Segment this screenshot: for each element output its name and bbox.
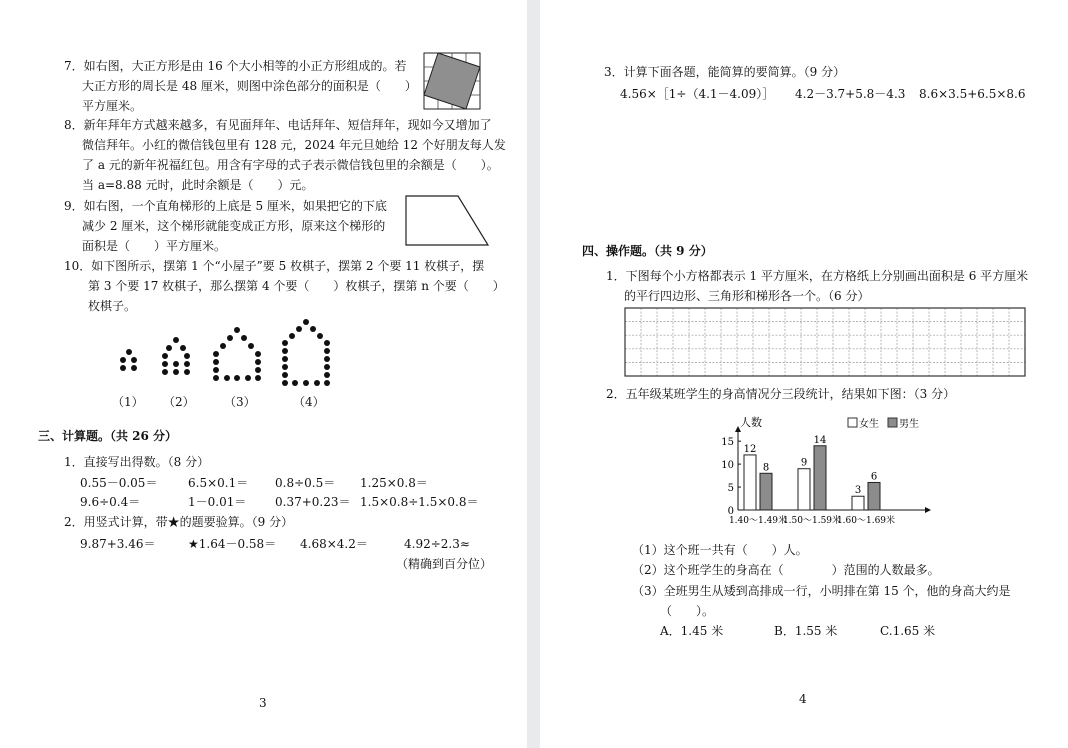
q8-line2: 微信拜年。小红的微信钱包里有 128 元，2024 年元旦她给 12 个好朋友每人发 xyxy=(82,138,506,152)
section4-title: 四、操作题。（共 9 分） xyxy=(582,244,713,258)
q10-line1: 10．如下图所示，摆第 1 个“小屋子”要 5 枚棋子，摆第 2 个要 11 枚棋子，摆 xyxy=(64,259,485,273)
graph-paper-grid[interactable] xyxy=(624,307,1028,379)
q7-line1: 7．如右图，大正方形是由 16 个大小相等的小正方形组成的。若 xyxy=(64,59,407,73)
house-2 xyxy=(162,337,190,375)
chart-legend xyxy=(848,417,919,430)
q1-r2-c4: 1.5×0.8÷1.5×0.8＝ xyxy=(360,495,479,509)
category-label: 1.60～1.69米 xyxy=(836,516,896,526)
house-1 xyxy=(120,349,137,371)
q9-line1: 9．如右图，一个直角梯形的上底是 5 厘米，如果把它的下底 xyxy=(64,199,387,213)
page-4 xyxy=(540,0,1068,748)
q3-expr-1: 4.56×［1÷（4.1－4.09）］ xyxy=(620,87,775,101)
bar-boys-2 xyxy=(814,446,826,510)
section3-title: 三、计算题。（共 26 分） xyxy=(38,429,178,443)
q3-expr-2: 4.2－3.7+5.8－4.3 xyxy=(795,87,906,101)
right-trapezoid-figure xyxy=(403,193,491,249)
q10-line3: 枚棋子。 xyxy=(88,299,137,313)
bar-value-label: 3 xyxy=(854,485,862,497)
q9-line3: 面积是（ ）平方厘米。 xyxy=(82,239,227,253)
house-4 xyxy=(282,319,330,386)
height-bar-chart xyxy=(720,410,940,530)
page-3 xyxy=(0,0,527,748)
q3-expr-3: 8.6×3.5+6.5×8.6 xyxy=(919,87,1026,101)
option-b: B．1.55 米 xyxy=(774,624,838,638)
y-tick-label: 0 xyxy=(727,506,734,517)
op1-line1: 1．下图每个小方格都表示 1 平方厘米，在方格纸上分别画出面积是 6 平方厘米 xyxy=(606,269,1029,283)
op2-title: 2．五年级某班学生的身高情况分三段统计，结果如下图：（3 分） xyxy=(606,387,956,401)
q1-r1-c3: 0.8÷0.5＝ xyxy=(275,476,336,490)
q2-c4: 4.92÷2.3≈ xyxy=(404,537,470,551)
q1-title: 1．直接写出得数。（8 分） xyxy=(64,455,210,469)
legend-boys: 男生 xyxy=(899,419,919,430)
chess-houses-figure xyxy=(110,318,350,390)
category-label: 1.50～1.59米 xyxy=(782,516,842,526)
house-3 xyxy=(213,327,261,381)
q7-line3: 平方厘米。 xyxy=(82,99,143,113)
bar-value-label: 14 xyxy=(813,434,827,446)
bar-value-label: 6 xyxy=(870,471,878,483)
page-number-3: 3 xyxy=(259,696,267,710)
y-tick-label: 10 xyxy=(721,460,734,472)
tilted-square-figure xyxy=(423,52,481,110)
q2-c1: 9.87+3.46＝ xyxy=(80,537,156,551)
house-label-3: （3） xyxy=(224,395,256,409)
q9-line2: 减少 2 厘米，这个梯形就能变成正方形，原来这个梯形的 xyxy=(82,219,386,233)
q1-r1-c1: 0.55－0.05＝ xyxy=(80,476,158,490)
bar-value-label: 8 xyxy=(762,462,770,474)
house-label-2: （2） xyxy=(163,395,195,409)
q2-c2: ★1.64－0.58＝ xyxy=(188,537,277,551)
category-label: 1.40～1.49米 xyxy=(728,516,788,526)
sub-question-2: （2）这个班学生的身高在（ ）范围的人数最多。 xyxy=(632,563,940,577)
q3-title: 3．计算下面各题，能简算的要简算。（9 分） xyxy=(604,65,846,79)
q10-line2: 第 3 个要 17 枚棋子，那么摆第 4 个要（ ）枚棋子，摆第 n 个要（ ） xyxy=(88,279,505,293)
house-label-4: （4） xyxy=(293,395,325,409)
chart-ylabel: 人数 xyxy=(740,416,762,429)
house-label-1: （1） xyxy=(112,395,144,409)
y-tick-label: 5 xyxy=(727,483,734,495)
option-a: A．1.45 米 xyxy=(660,624,724,638)
q1-r1-c4: 1.25×0.8＝ xyxy=(360,476,428,490)
q8-line3: 了 a 元的新年祝福红包。用含有字母的式子表示微信钱包里的余额是（ ）。 xyxy=(82,158,499,172)
bar-girls-1 xyxy=(744,455,756,510)
op1-line2: 的平行四边形、三角形和梯形各一个。（6 分） xyxy=(624,289,870,303)
sub-question-3-line1: （3）全班男生从矮到高排成一行，小明排在第 15 个，他的身高大约是 xyxy=(632,584,1011,598)
bar-girls-3 xyxy=(852,496,864,510)
sub-question-3-line2: （ ）。 xyxy=(660,604,715,618)
q1-r1-c2: 6.5×0.1＝ xyxy=(188,476,249,490)
bar-value-label: 12 xyxy=(743,443,757,455)
bar-boys-3 xyxy=(868,482,880,510)
page-number-4: 4 xyxy=(799,692,807,706)
bar-boys-1 xyxy=(760,473,772,510)
y-tick-label: 15 xyxy=(721,437,734,449)
legend-girls: 女生 xyxy=(859,419,879,430)
q2-title: 2．用竖式计算，带★的题要验算。（9 分） xyxy=(64,515,294,529)
q8-line1: 8．新年拜年方式越来越多，有见面拜年、电话拜年、短信拜年，现如今又增加了 xyxy=(64,118,492,132)
q1-r2-c1: 9.6÷0.4＝ xyxy=(80,495,141,509)
bar-girls-2 xyxy=(798,469,810,510)
option-c: C.1.65 米 xyxy=(880,624,936,638)
sub-question-1: （1）这个班一共有（ ）人。 xyxy=(632,543,808,557)
bar-value-label: 9 xyxy=(800,457,808,469)
q2-note: （精确到百分位） xyxy=(396,557,493,571)
q2-c3: 4.68×4.2＝ xyxy=(300,537,368,551)
q1-r2-c2: 1－0.01＝ xyxy=(188,495,247,509)
q8-line4: 当 a=8.88 元时，此时余额是（ ）元。 xyxy=(82,178,314,192)
q1-r2-c3: 0.37+0.23＝ xyxy=(275,495,351,509)
q7-line2: 大正方形的周长是 48 厘米，则图中涂色部分的面积是（ ） xyxy=(82,79,417,93)
